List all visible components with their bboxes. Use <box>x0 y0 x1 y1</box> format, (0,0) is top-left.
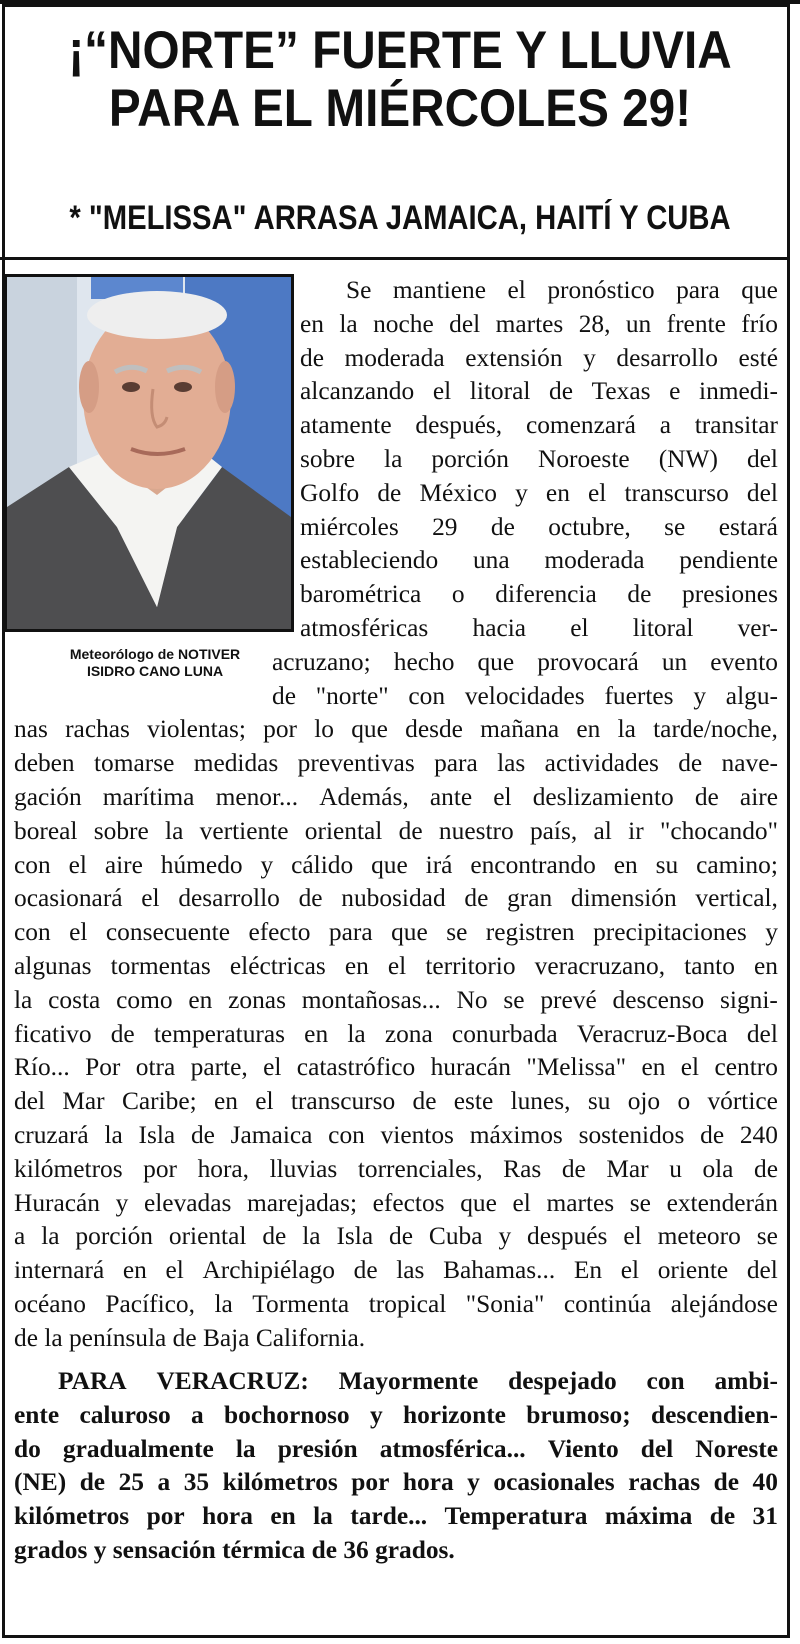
text-line: alcanzando el litoral de Texas e inmedi- <box>300 377 778 406</box>
text-line: a la porción oriental de la Isla de Cuba y después el meteoro se <box>14 1222 778 1251</box>
text-line: del Mar Caribe; en el transcurso de este lunes, su ojo o vórtice <box>14 1087 778 1116</box>
text-line: con el consecuente efecto para que se registren precipitaciones y <box>14 918 778 947</box>
text-line: ente caluroso a bochornoso y horizonte brumoso; descendien- <box>14 1400 778 1429</box>
text-line: miércoles 29 de octubre, se estará <box>300 512 778 541</box>
caption-line-1: Meteorólogo de NOTIVER <box>69 646 241 662</box>
text-line: grados y sensación térmica de 36 grados. <box>14 1536 455 1564</box>
text-line: nas rachas violentas; por lo que desde mañana en la tarde/noche, <box>14 715 778 744</box>
text-line: atmosféricas hacia el litoral ver- <box>300 614 778 642</box>
text-line: acruzano; hecho que provocará un evento <box>272 647 778 676</box>
text-line: atamente después, comenzará a transitar <box>300 411 778 440</box>
text-line: cruzará la Isla de Jamaica con vientos máximos sostenidos de 240 <box>14 1121 778 1149</box>
text-line: ocasionará el desarrollo de nubosidad de gran dimensión vertical, <box>14 884 778 913</box>
text-line: algunas tormentas eléctricas en el territorio veracruzano, tanto en <box>14 952 778 980</box>
text-line: gación marítima menor... Además, ante el deslizamiento de aire <box>14 783 778 811</box>
subheadline: * "MELISSA" ARRASA JAMAICA, HAITÍ Y CUBA <box>69 199 731 237</box>
text-line: (NE) de 25 a 35 kilómetros por hora y ocasionales rachas de 40 <box>14 1468 778 1497</box>
text-line: ficativo de temperaturas en la zona conurbada Veracruz-Boca del <box>14 1019 778 1048</box>
text-line: sobre la porción Noroeste (NW) del <box>300 445 778 473</box>
text-line: internará en el Archipiélago de las Bahamas... En el oriente del <box>14 1256 778 1285</box>
text-line: océano Pacífico, la Tormenta tropical "Sonia" continúa alejándose <box>14 1290 778 1318</box>
headline-line-2: PARA EL MIÉRCOLES 29! <box>108 79 692 138</box>
text-line: do gradualmente la presión atmosférica... Viento del Noreste <box>14 1434 778 1463</box>
text-line: Golfo de México y en el transcurso del <box>300 478 778 507</box>
text-line: Huracán y elevadas marejadas; efectos que el martes se extenderán <box>14 1188 778 1217</box>
text-line: kilómetros por hora, lluvias torrenciales, Ras de Mar u ola de <box>14 1154 778 1183</box>
text-line: Río... Por otra parte, el catastrófico huracán "Melissa" en el centro <box>14 1053 778 1082</box>
text-line: con el aire húmedo y cálido que irá encontrando en su camino; <box>14 850 778 879</box>
text-line: kilómetros por hora en la tarde... Temperatura máxima de 31 <box>14 1502 778 1531</box>
text-line: de moderada extensión y desarrollo esté <box>300 343 778 372</box>
text-line: deben tomarse medidas preventivas para las actividades de nave- <box>14 749 778 778</box>
text-line: de la península de Baja California. <box>14 1323 366 1352</box>
text-line: en la noche del martes 28, un frente frío <box>300 309 778 338</box>
text-line: PARA VERACRUZ: Mayormente despejado con ambi- <box>58 1367 778 1395</box>
text-line: barométrica o diferencia de presiones <box>300 580 778 609</box>
headline-line-1: ¡“NORTE” FUERTE Y LLUVIA <box>68 21 732 80</box>
caption-line-2: ISIDRO CANO LUNA <box>86 663 224 679</box>
text-line: de "norte" con velocidades fuertes y algu- <box>272 681 778 710</box>
text-line: boreal sobre la vertiente oriental de nuestro país, al ir "chocando" <box>14 816 778 845</box>
text-line: Se mantiene el pronóstico para que <box>346 276 778 304</box>
text-line: estableciendo una moderada pendiente <box>300 546 778 575</box>
text-line: la costa como en zonas montañosas... No se prevé descenso signi- <box>14 985 778 1014</box>
